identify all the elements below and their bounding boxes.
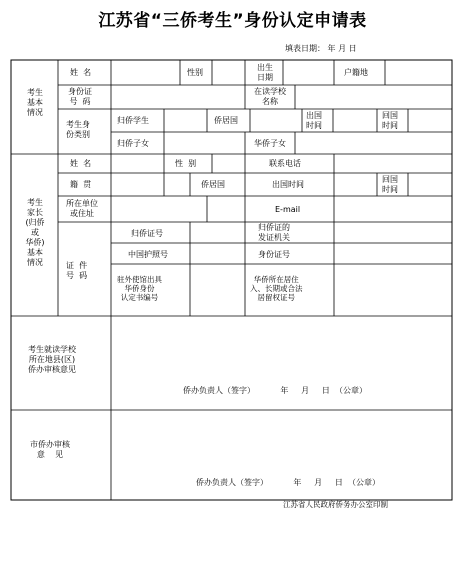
s2-native-place-label: 籍 贯 <box>70 180 92 189</box>
s1-returned-oc-child-label: 归侨子女 <box>117 139 149 148</box>
s2-name-label: 姓 名 <box>70 159 92 168</box>
s2-employer-label: 所在单位 或住址 <box>66 199 98 218</box>
s2-out-time-label: 出国时间 <box>272 180 304 189</box>
section3-heading: 考生就读学校 所在地县(区) 侨办审核意见 <box>28 345 76 374</box>
s2-residence-permit-label: 华侨所在居住 入、长期或合法 居留权证号 <box>250 275 303 302</box>
s2-cert-group-label: 证 件 号 码 <box>66 261 88 280</box>
s2-gender-label: 性 别 <box>175 159 197 168</box>
s1-name-label: 姓 名 <box>70 68 92 77</box>
s1-hukou-label: 户籍地 <box>344 68 368 77</box>
s1-birth-date-label: 出生 日期 <box>257 63 273 82</box>
s1-school-label: 在读学校 名称 <box>254 87 286 106</box>
s1-gender-label: 性别 <box>187 68 203 77</box>
fill-date: 填表日期： 年 月 日 <box>285 44 357 53</box>
section3-signature: 侨办负责人（签字） 年 月 日 （公章） <box>183 386 367 395</box>
s2-cert-authority-label: 归侨证的 发证机关 <box>258 223 290 242</box>
s1-out-time-label: 出国 时间 <box>306 111 322 130</box>
section1-heading: 考生 基本 情况 <box>27 88 43 117</box>
s1-returned-oc-label: 归侨学生 <box>117 116 149 125</box>
section4-heading: 市侨办审核 意 见 <box>30 440 70 459</box>
s1-id-label: 身份证 号 码 <box>68 87 92 106</box>
s2-returned-oc-cert-label: 归侨证号 <box>131 229 163 238</box>
s2-country-label: 侨居国 <box>201 180 225 189</box>
s1-return-time-label: 回国 时间 <box>382 111 398 130</box>
s1-identity-type-label: 考生身 份类别 <box>66 120 90 139</box>
s2-return-time-label: 回国 时间 <box>382 175 398 194</box>
section2-heading: 考生 家长 (归侨 或 华侨) 基本 情况 <box>25 198 45 267</box>
section4-signature: 侨办负责人（签字） 年 月 日 （公章） <box>196 478 380 487</box>
s2-email-label: E-mail <box>275 205 301 214</box>
s1-oc-child-label: 华侨子女 <box>254 139 286 148</box>
s2-embassy-cert-label: 驻外使馆出具 华侨身份 认定书编号 <box>117 275 162 302</box>
s1-country-label: 侨居国 <box>214 116 238 125</box>
form-title: 江苏省“三侨考生”身份认定申请表 <box>98 11 367 31</box>
s2-passport-label: 中国护照号 <box>128 250 168 259</box>
footer-printer: 江苏省人民政府侨务办公室印制 <box>283 500 388 509</box>
s2-phone-label: 联系电话 <box>269 159 301 168</box>
s2-id-label: 身份证号 <box>258 250 290 259</box>
